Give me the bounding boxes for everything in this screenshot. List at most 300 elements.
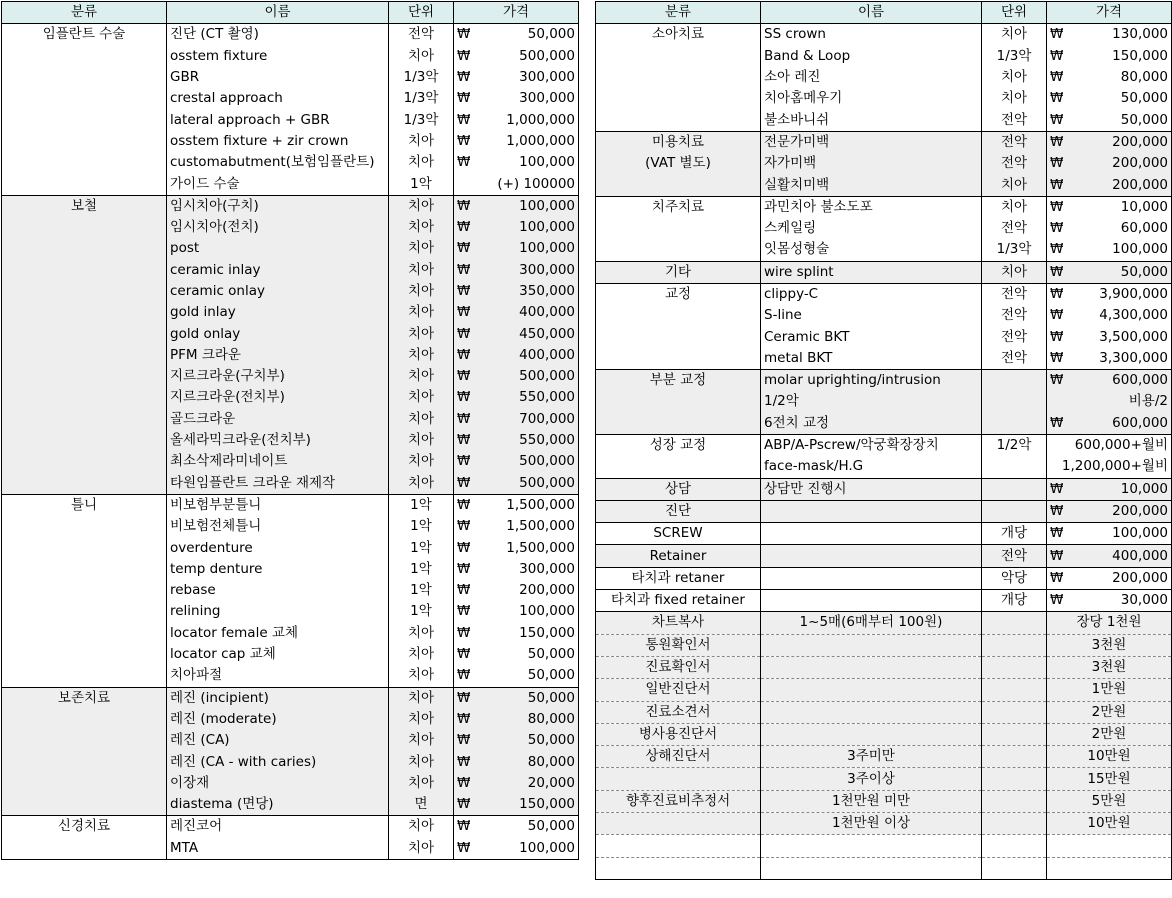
price-cell (1047, 348, 1172, 370)
price-value: 450,000 (519, 325, 575, 342)
item-name: crestal approach (167, 88, 389, 109)
price-cell (454, 601, 579, 622)
price-value: 50,000 (527, 689, 575, 706)
table-row (2, 409, 579, 430)
won-symbol: ₩ (457, 710, 471, 727)
document-row (596, 634, 1172, 656)
item-name: 6전치 교정 (761, 413, 982, 435)
won-symbol: ₩ (1050, 69, 1064, 86)
item-name: 가이드 수술 (167, 173, 389, 195)
won-symbol: ₩ (1050, 328, 1064, 345)
item-name: SS crown (761, 24, 982, 46)
category-cell (2, 302, 167, 323)
won-symbol: ₩ (1050, 47, 1064, 64)
price-value: 100,000 (519, 240, 575, 257)
table-row (596, 413, 1172, 435)
document-name (596, 768, 761, 790)
price-value: 100,000 (519, 603, 575, 620)
won-symbol: ₩ (457, 69, 471, 86)
item-unit: 치아 (982, 174, 1047, 196)
won-symbol: ₩ (1050, 502, 1064, 519)
category-cell (596, 174, 761, 196)
item-unit: 치아 (982, 196, 1047, 218)
item-unit: 치아 (389, 152, 454, 173)
item-name: 임시치아(전치) (167, 217, 389, 238)
item-unit: 악당 (982, 567, 1047, 589)
table-row (596, 326, 1172, 347)
category-cell: 틀니 (2, 494, 167, 516)
item-name: molar uprighting/intrusion (761, 370, 982, 392)
table-row (596, 434, 1172, 456)
table-row (2, 366, 579, 387)
price-cell (454, 516, 579, 537)
item-name: 레진 (CA - with caries) (167, 751, 389, 772)
price-value: 400,000 (519, 346, 575, 363)
document-name (596, 857, 761, 879)
price-value: 1,500,000 (506, 518, 575, 535)
table-row (2, 687, 579, 709)
category-cell (2, 773, 167, 794)
category-cell (2, 794, 167, 816)
category-cell (2, 67, 167, 88)
document-unit (982, 656, 1047, 678)
document-name: 상해진단서 (596, 746, 761, 768)
item-name: 레진 (moderate) (167, 709, 389, 730)
price-cell (1047, 456, 1172, 478)
item-name: 비보험부분틀니 (167, 494, 389, 516)
won-symbol: ₩ (457, 47, 471, 64)
won-symbol: ₩ (1050, 525, 1064, 542)
price-note: 비용/2 (1128, 393, 1168, 410)
table-row (2, 816, 579, 838)
category-cell (2, 152, 167, 173)
price-value: 200,000 (519, 582, 575, 599)
price-cell (1047, 218, 1172, 239)
table-row (2, 195, 579, 217)
won-symbol: ₩ (1050, 307, 1064, 324)
item-unit: 치아 (389, 323, 454, 344)
category-cell: 치주치료 (596, 196, 761, 218)
document-desc (761, 835, 982, 857)
price-cell (1047, 46, 1172, 67)
item-name: customabutment(보험임플란트) (167, 152, 389, 173)
price-cell (454, 751, 579, 772)
price-cell (1047, 370, 1172, 392)
item-unit: 전악 (982, 131, 1047, 153)
category-cell: 신경치료 (2, 816, 167, 838)
item-unit (982, 500, 1047, 522)
won-symbol: ₩ (457, 560, 471, 577)
item-name: locator female 교체 (167, 623, 389, 644)
price-cell (454, 473, 579, 495)
price-cell (1047, 545, 1172, 567)
price-cell (1047, 434, 1172, 456)
category-cell: 임플란트 수술 (2, 24, 167, 46)
table-row (2, 730, 579, 751)
item-name: 전문가미백 (761, 131, 982, 153)
category-cell (2, 387, 167, 408)
item-unit: 전악 (982, 109, 1047, 131)
price-value: 600,000 (1112, 372, 1168, 389)
table-row (596, 283, 1172, 305)
table-row (2, 173, 579, 195)
table-row (2, 665, 579, 687)
item-unit: 치아 (389, 366, 454, 387)
price-value: 3,300,000 (1099, 349, 1168, 366)
price-value: 50,000 (527, 26, 575, 43)
item-unit: 전악 (982, 305, 1047, 326)
header-row (2, 2, 579, 24)
item-unit: 치아 (389, 46, 454, 67)
category-cell: 기타 (596, 261, 761, 283)
table-row (596, 196, 1172, 218)
document-row (596, 857, 1172, 879)
price-note: 600,000+월비 (1074, 437, 1168, 454)
won-symbol: ₩ (457, 796, 471, 813)
item-unit (982, 478, 1047, 500)
price-value: 50,000 (1120, 90, 1168, 107)
document-row (596, 746, 1172, 768)
table-row (596, 218, 1172, 239)
right-price-table (595, 1, 1172, 880)
document-price (1047, 835, 1172, 857)
won-symbol: ₩ (457, 496, 471, 513)
won-symbol: ₩ (1050, 480, 1064, 497)
price-cell (1047, 391, 1172, 412)
table-row (596, 239, 1172, 261)
price-cell (454, 623, 579, 644)
price-cell (1047, 131, 1172, 153)
price-value: 1,500,000 (506, 539, 575, 556)
category-cell (2, 46, 167, 67)
won-symbol: ₩ (457, 197, 471, 214)
document-row (596, 812, 1172, 834)
document-price: 10만원 (1047, 812, 1172, 834)
item-unit: 치아 (389, 623, 454, 644)
price-value: 50,000 (527, 732, 575, 749)
price-value: 700,000 (519, 410, 575, 427)
won-symbol: ₩ (457, 90, 471, 107)
won-symbol: ₩ (457, 283, 471, 299)
document-unit (982, 746, 1047, 768)
price-cell (1047, 478, 1172, 500)
won-symbol: ₩ (457, 261, 471, 278)
price-cell (454, 366, 579, 387)
item-unit: 전악 (982, 153, 1047, 174)
item-unit: 치아 (982, 261, 1047, 283)
price-cell (454, 537, 579, 558)
category-cell (2, 644, 167, 665)
item-name: osstem fixture + zir crown (167, 131, 389, 152)
category-cell (2, 601, 167, 622)
item-unit: 전악 (982, 348, 1047, 370)
won-symbol: ₩ (457, 474, 471, 491)
price-value: 80,000 (527, 710, 575, 727)
category-header: 분류 (2, 2, 167, 24)
price-value: 3,500,000 (1099, 328, 1168, 345)
item-unit: 1/3악 (389, 67, 454, 88)
price-value: 50,000 (527, 667, 575, 684)
table-row (596, 523, 1172, 545)
item-unit: 1악 (389, 173, 454, 195)
document-name: 진료소견서 (596, 701, 761, 723)
won-symbol: ₩ (457, 304, 471, 321)
price-cell (1047, 590, 1172, 612)
price-cell (454, 195, 579, 217)
price-value: 100,000 (1112, 241, 1168, 258)
item-unit: 치아 (389, 195, 454, 217)
document-name: 진료확인서 (596, 656, 761, 678)
table-row (2, 773, 579, 794)
item-name: metal BKT (761, 348, 982, 370)
price-value: 150,000 (519, 624, 575, 641)
document-row (596, 835, 1172, 857)
table-row (2, 323, 579, 344)
won-symbol: ₩ (457, 774, 471, 791)
price-value: 300,000 (519, 261, 575, 278)
document-row (596, 768, 1172, 790)
category-cell (2, 109, 167, 130)
price-value: 50,000 (1120, 111, 1168, 128)
item-name: 소아 레진 (761, 67, 982, 88)
won-symbol: ₩ (457, 219, 471, 236)
item-name: clippy-C (761, 283, 982, 305)
item-unit: 1/3악 (982, 46, 1047, 67)
price-cell (454, 387, 579, 408)
won-symbol: ₩ (1050, 569, 1064, 586)
price-cell (454, 131, 579, 152)
table-row (2, 387, 579, 408)
table-row (596, 131, 1172, 153)
item-unit: 1악 (389, 580, 454, 601)
price-cell (454, 730, 579, 751)
won-symbol: ₩ (1050, 241, 1064, 258)
table-row (2, 109, 579, 130)
won-symbol: ₩ (1050, 220, 1064, 237)
price-value: 300,000 (519, 69, 575, 86)
won-symbol: ₩ (1050, 198, 1064, 215)
category-cell (2, 323, 167, 344)
won-symbol: ₩ (1050, 26, 1064, 43)
price-cell (1047, 239, 1172, 261)
price-cell (1047, 67, 1172, 88)
table-row (596, 88, 1172, 109)
item-unit: 전악 (982, 326, 1047, 347)
table-row (2, 494, 579, 516)
item-unit: 치아 (389, 687, 454, 709)
item-unit: 치아 (389, 665, 454, 687)
won-symbol: ₩ (457, 603, 471, 620)
item-name: diastema (면당) (167, 794, 389, 816)
price-value: 350,000 (519, 283, 575, 299)
item-name: face-mask/H.G (761, 456, 982, 478)
table-row (596, 153, 1172, 174)
document-unit (982, 812, 1047, 834)
price-cell (1047, 500, 1172, 522)
category-cell (2, 623, 167, 644)
item-name: 치아홈메우기 (761, 88, 982, 109)
document-row (596, 723, 1172, 745)
item-name: Band & Loop (761, 46, 982, 67)
item-name: 치아파절 (167, 665, 389, 687)
category-cell: 상담 (596, 478, 761, 500)
price-value: 100,000 (519, 839, 575, 856)
price-cell (1047, 326, 1172, 347)
document-unit (982, 768, 1047, 790)
item-unit: 1악 (389, 516, 454, 537)
item-unit: 치아 (389, 730, 454, 751)
item-name: S-line (761, 305, 982, 326)
item-name: 최소삭제라미네이트 (167, 451, 389, 472)
item-unit: 치아 (389, 302, 454, 323)
category-cell (596, 391, 761, 412)
document-name: 통원확인서 (596, 634, 761, 656)
won-symbol: ₩ (457, 325, 471, 342)
item-name (761, 545, 982, 567)
category-cell: 교정 (596, 283, 761, 305)
table-row (2, 794, 579, 816)
item-unit: 치아 (389, 451, 454, 472)
price-value: 500,000 (519, 47, 575, 64)
price-cell (454, 409, 579, 430)
price-value: 80,000 (1120, 69, 1168, 86)
document-name: 병사용진단서 (596, 723, 761, 745)
price-value: 500,000 (519, 474, 575, 491)
item-unit: 전악 (982, 218, 1047, 239)
price-cell (454, 838, 579, 860)
item-name: 진단 (CT 촬영) (167, 24, 389, 46)
won-symbol: ₩ (1050, 176, 1064, 193)
document-price: 10만원 (1047, 746, 1172, 768)
table-row (2, 238, 579, 259)
table-row (2, 451, 579, 472)
table-row (2, 623, 579, 644)
won-symbol: ₩ (457, 818, 471, 835)
category-cell (2, 366, 167, 387)
price-cell (1047, 24, 1172, 46)
price-cell (1047, 88, 1172, 109)
price-value: 10,000 (1120, 480, 1168, 497)
document-name: 일반진단서 (596, 679, 761, 701)
price-value: 100,000 (1112, 525, 1168, 542)
price-cell (454, 559, 579, 580)
document-price: 1만원 (1047, 679, 1172, 701)
item-name: 잇몸성형술 (761, 239, 982, 261)
item-unit: 전악 (982, 283, 1047, 305)
item-unit: 치아 (389, 131, 454, 152)
table-row (596, 370, 1172, 392)
won-symbol: ₩ (457, 839, 471, 856)
price-cell (454, 644, 579, 665)
category-cell: 부분 교정 (596, 370, 761, 392)
unit-header: 단위 (982, 2, 1047, 24)
item-name: ABP/A-Pscrew/악궁확장장치 (761, 434, 982, 456)
item-name: temp denture (167, 559, 389, 580)
category-cell (2, 559, 167, 580)
item-unit (982, 391, 1047, 412)
item-unit: 치아 (389, 751, 454, 772)
category-cell (596, 109, 761, 131)
item-unit: 1/3악 (389, 88, 454, 109)
document-desc: 1~5매(6매부터 100원) (761, 612, 982, 634)
price-value: 30,000 (1120, 592, 1168, 609)
item-name: 과민치아 불소도포 (761, 196, 982, 218)
won-symbol: ₩ (457, 432, 471, 449)
item-unit: 치아 (389, 430, 454, 451)
won-symbol: ₩ (457, 624, 471, 641)
category-cell: 타치과 retaner (596, 567, 761, 589)
price-header: 가격 (454, 2, 579, 24)
price-value: 50,000 (527, 646, 575, 663)
item-unit: 치아 (389, 217, 454, 238)
price-value: 200,000 (1112, 155, 1168, 172)
category-cell: Retainer (596, 545, 761, 567)
item-name: osstem fixture (167, 46, 389, 67)
price-cell (454, 794, 579, 816)
category-cell (2, 409, 167, 430)
item-unit: 면 (389, 794, 454, 816)
won-symbol: ₩ (457, 346, 471, 363)
won-symbol: ₩ (1050, 547, 1064, 564)
document-price: 15만원 (1047, 768, 1172, 790)
item-name: 비보험전체틀니 (167, 516, 389, 537)
category-cell: 보존치료 (2, 687, 167, 709)
item-name: 레진 (incipient) (167, 687, 389, 709)
item-name: 자가미백 (761, 153, 982, 174)
item-name: ceramic inlay (167, 260, 389, 281)
category-cell (596, 239, 761, 261)
item-name: 올세라믹크라운(전치부) (167, 430, 389, 451)
item-unit: 1/2악 (982, 434, 1047, 456)
category-cell (2, 516, 167, 537)
price-note: (+) 100000 (497, 175, 575, 192)
table-row (596, 545, 1172, 567)
price-cell (454, 173, 579, 195)
document-desc (761, 723, 982, 745)
item-unit: 치아 (389, 773, 454, 794)
price-value: 20,000 (527, 774, 575, 791)
item-name: 임시치아(구치) (167, 195, 389, 217)
name-header: 이름 (167, 2, 389, 24)
category-cell (596, 88, 761, 109)
category-cell (596, 67, 761, 88)
category-cell (2, 580, 167, 601)
item-unit: 치아 (982, 67, 1047, 88)
won-symbol: ₩ (1050, 90, 1064, 107)
item-name: 타원임플란트 크라운 재제작 (167, 473, 389, 495)
price-cell (1047, 109, 1172, 131)
item-unit: 1악 (389, 537, 454, 558)
document-unit (982, 835, 1047, 857)
price-value: 400,000 (519, 304, 575, 321)
price-value: 1,500,000 (506, 496, 575, 513)
won-symbol: ₩ (1050, 592, 1064, 609)
won-symbol: ₩ (457, 26, 471, 43)
category-cell (2, 473, 167, 495)
table-row (596, 24, 1172, 46)
item-name: 레진 (CA) (167, 730, 389, 751)
document-unit (982, 634, 1047, 656)
price-cell (454, 260, 579, 281)
category-cell (2, 131, 167, 152)
category-cell: 타치과 fixed retainer (596, 590, 761, 612)
table-row (596, 46, 1172, 67)
document-desc: 1천만원 미만 (761, 790, 982, 812)
price-cell (1047, 196, 1172, 218)
item-name: overdenture (167, 537, 389, 558)
unit-header: 단위 (389, 2, 454, 24)
price-cell (454, 580, 579, 601)
